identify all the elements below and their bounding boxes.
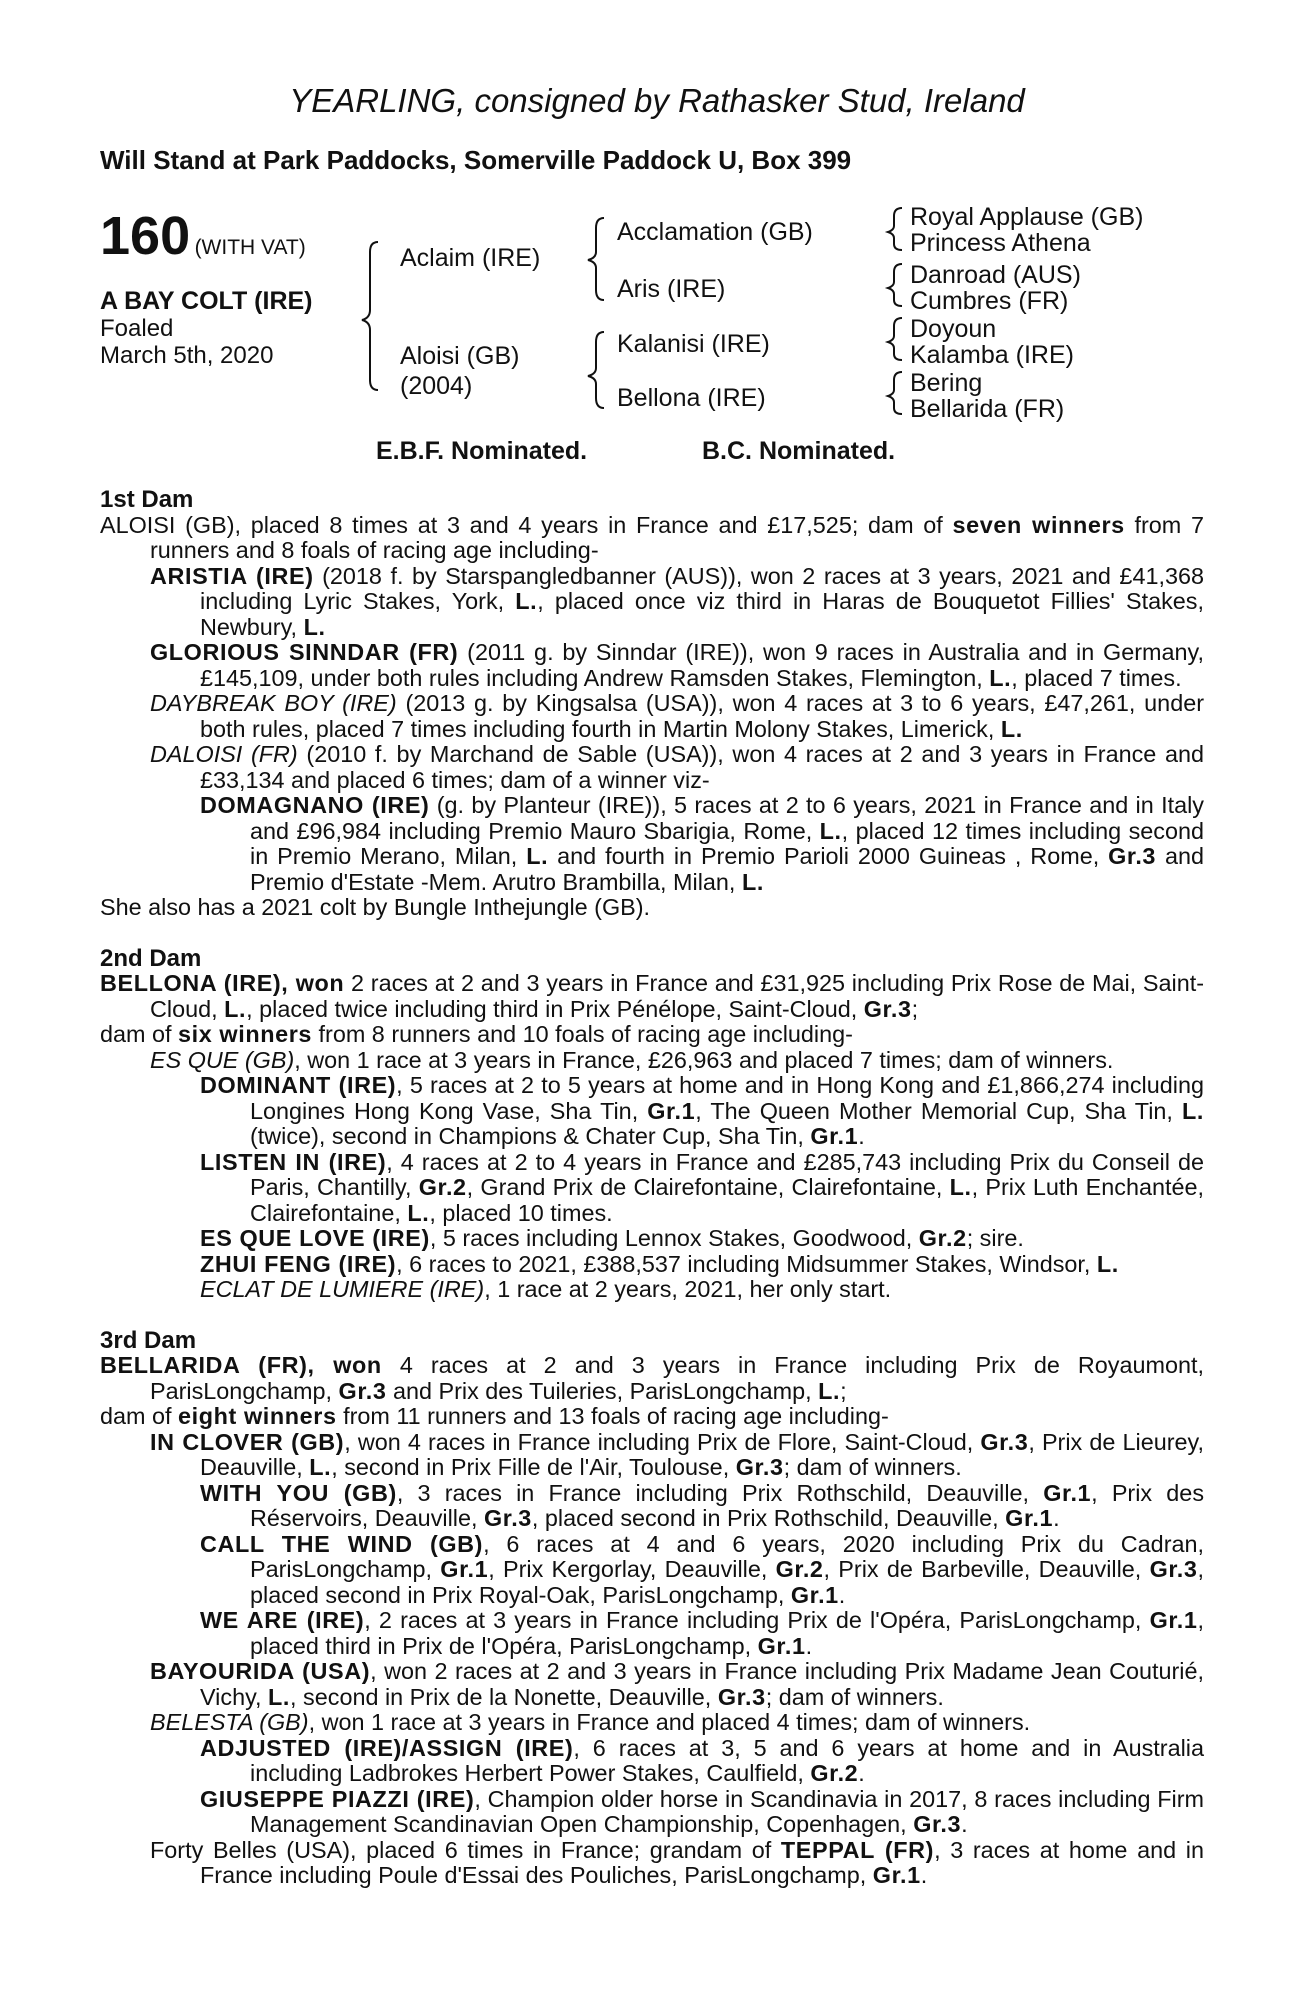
section-heading: 1st Dam bbox=[100, 486, 194, 513]
bold-text: L. bbox=[407, 1199, 430, 1226]
sire: Aclaim (IRE) bbox=[400, 244, 541, 272]
bold-text: L. bbox=[1000, 715, 1023, 742]
text: (2010 f. by Marchand de Sable (USA)), won 4 races at 2 and 3 years in France and £33,134 and placed 6 times; dam of a winner viz- bbox=[200, 741, 1204, 793]
text: , The Queen Mother Memorial Cup, Sha Tin, bbox=[695, 1097, 1182, 1124]
text: and Prix des Tuileries, ParisLongchamp, bbox=[386, 1377, 819, 1404]
bold-text: L. bbox=[303, 613, 326, 640]
record-entry bbox=[100, 1787, 1204, 1838]
text: from 8 runners and 10 foals of racing age including- bbox=[312, 1021, 853, 1047]
bold-text: TEPPAL (FR) bbox=[780, 1836, 935, 1863]
text: and Premio d'Estate -Mem. Arutro Brambilla, Milan, bbox=[250, 843, 1204, 895]
text: , Champion older horse in Scandinavia in 2017, 8 races including Firm Management Scandinavian Open Championship, Copenhagen, bbox=[250, 1785, 1204, 1837]
text: , placed 10 times. bbox=[429, 1199, 613, 1226]
record-entry bbox=[100, 1710, 1204, 1736]
text: . bbox=[858, 1123, 865, 1149]
text: ; dam of winners. bbox=[783, 1454, 962, 1480]
text: (2018 f. by Starspangledbanner (AUS)), won 2 races at 3 years, 2021 and £41,368 including Lyric Stakes, York, bbox=[200, 562, 1204, 614]
italic-text: DAYBREAK BOY (IRE) bbox=[150, 690, 397, 716]
text: , placed second in Prix Royal-Oak, ParisLongchamp, bbox=[250, 1556, 1204, 1608]
text: , placed once viz third in Haras de Bouquetot Fillies' Stakes, Newbury, bbox=[200, 588, 1204, 640]
bold-text: BAYOURIDA (USA) bbox=[150, 1658, 371, 1684]
ped-sdd: Cumbres (FR) bbox=[910, 287, 1069, 315]
bold-text: Gr.1 bbox=[647, 1097, 696, 1124]
bold-text: eight winners bbox=[178, 1403, 337, 1429]
bold-text: Gr.1 bbox=[440, 1556, 489, 1582]
record-entry bbox=[100, 793, 1204, 895]
text: , Grand Prix de Clairefontaine, Clairefontaine, bbox=[466, 1174, 950, 1200]
record-entry bbox=[100, 1608, 1204, 1659]
bold-text: Gr.1 bbox=[872, 1862, 921, 1888]
bracket-dam bbox=[588, 332, 604, 408]
bold-text: L. bbox=[819, 817, 842, 844]
record-entry bbox=[100, 742, 1204, 793]
record-entry bbox=[100, 1404, 1204, 1430]
text: , placed 7 times. bbox=[1011, 664, 1182, 691]
text: , second in Prix de la Nonette, Deauville, bbox=[290, 1683, 718, 1710]
section-gap bbox=[100, 921, 1204, 946]
text: , 3 races at home and in France including Poule d'Essai des Pouliches, ParisLongchamp, bbox=[200, 1836, 1204, 1888]
text: , 4 races at 2 to 4 years in France and £285,743 including Prix du Conseil de Paris, Chantilly, bbox=[250, 1148, 1204, 1200]
record-entry bbox=[100, 1736, 1204, 1787]
dam-sire: Kalanisi (IRE) bbox=[617, 330, 770, 358]
bold-text: Gr.3 bbox=[717, 1683, 766, 1710]
text: , Prix des Réservoirs, Deauville, bbox=[250, 1479, 1205, 1531]
text: dam of bbox=[100, 1021, 179, 1047]
foaled-label: Foaled bbox=[100, 315, 174, 342]
bold-text: Gr.3 bbox=[1149, 1556, 1198, 1582]
text: , Prix Kergorlay, Deauville, bbox=[488, 1556, 776, 1582]
dam-year: (2004) bbox=[400, 372, 473, 400]
text: , won 1 race at 3 years in France and placed 4 times; dam of winners. bbox=[308, 1709, 1031, 1735]
bracket-gen1 bbox=[362, 242, 378, 390]
bold-text: Gr.3 bbox=[735, 1454, 784, 1480]
italic-text: DALOISI (FR) bbox=[150, 741, 298, 767]
text: . bbox=[961, 1811, 968, 1837]
bold-text: Gr.3 bbox=[863, 995, 912, 1022]
bracket-dd bbox=[888, 372, 902, 414]
record-entry bbox=[100, 1073, 1204, 1150]
bold-text: six winners bbox=[178, 1021, 313, 1047]
bold-text: Gr.2 bbox=[775, 1556, 824, 1582]
bold-text: WITH YOU (GB) bbox=[200, 1479, 397, 1506]
text: ; bbox=[840, 1377, 847, 1404]
record-entry bbox=[100, 1048, 1204, 1074]
ped-sss: Royal Applause (GB) bbox=[910, 203, 1144, 231]
bold-text: ADJUSTED (IRE)/ASSIGN (IRE) bbox=[200, 1734, 574, 1761]
bold-text: Gr.2 bbox=[418, 1174, 467, 1200]
bold-text: GLORIOUS SINNDAR (FR) bbox=[150, 639, 459, 665]
text: , 3 races in France including Prix Rothschild, Deauville, bbox=[396, 1479, 1044, 1506]
bracket-ds bbox=[888, 318, 902, 360]
text: , Prix de Barbeville, Deauville, bbox=[823, 1556, 1150, 1582]
text: and fourth in Premio Parioli 2000 Guineas , Rome, bbox=[548, 843, 1109, 869]
text: (twice), second in Champions & Chater Cup, Sha Tin, bbox=[250, 1123, 811, 1149]
bold-text: Gr.3 bbox=[338, 1377, 387, 1404]
bold-text: Gr.1 bbox=[1043, 1479, 1092, 1506]
bold-text: Gr.1 bbox=[1005, 1505, 1054, 1531]
bold-text: L. bbox=[818, 1377, 841, 1404]
text: from 7 runners and 8 foals of racing age including- bbox=[150, 511, 1205, 563]
bold-text: DOMINANT (IRE) bbox=[200, 1072, 397, 1098]
text: , second in Prix Fille de l'Air, Toulouse, bbox=[331, 1454, 736, 1480]
record-entry bbox=[100, 1659, 1204, 1710]
bold-text: Gr.3 bbox=[1108, 843, 1157, 869]
bold-text: L. bbox=[1182, 1097, 1204, 1124]
bold-text: Gr.1 bbox=[1149, 1607, 1198, 1633]
text: . bbox=[805, 1632, 813, 1659]
text: dam of bbox=[100, 1403, 179, 1429]
text: (2013 g. by Kingsalsa (USA)), won 4 races at 3 to 6 years, £47,261, under both rules, placed 7 times including fourth in Martin Molony Stakes, Limerick, bbox=[200, 690, 1204, 742]
text: , 6 races at 3, 5 and 6 years at home and in Australia including Ladbrokes Herbert Power Stakes, Caulfield, bbox=[250, 1734, 1204, 1786]
text: . bbox=[858, 1760, 865, 1786]
record-entry bbox=[100, 1226, 1204, 1252]
dam-name: Aloisi (GB) bbox=[400, 342, 520, 370]
record-entry bbox=[100, 640, 1204, 691]
text: , 1 race at 2 years, 2021, her only start. bbox=[484, 1276, 892, 1302]
vat-note: (WITH VAT) bbox=[194, 236, 306, 259]
record-entry bbox=[100, 1150, 1204, 1227]
record-entry bbox=[100, 1430, 1204, 1481]
bold-text: WE ARE (IRE) bbox=[200, 1607, 365, 1633]
text: , 2 races at 3 years in France including Prix de l'Opéra, ParisLongchamp, bbox=[364, 1607, 1150, 1633]
text: ; bbox=[911, 995, 919, 1022]
bold-text: L. bbox=[526, 843, 549, 869]
text: Forty Belles (USA), placed 6 times in France; grandam of bbox=[150, 1836, 781, 1863]
text: . bbox=[920, 1862, 928, 1888]
bold-text: GIUSEPPE PIAZZI (IRE) bbox=[200, 1785, 475, 1812]
bold-text: L. bbox=[989, 664, 1012, 691]
bold-text: seven winners bbox=[952, 511, 1125, 538]
italic-text: BELESTA (GB) bbox=[150, 1709, 309, 1735]
ped-sds: Danroad (AUS) bbox=[910, 261, 1081, 289]
bold-text: L. bbox=[515, 588, 538, 614]
ebf-nominated: E.B.F. Nominated. bbox=[376, 437, 588, 465]
dam-dam: Bellona (IRE) bbox=[617, 384, 766, 412]
text: , placed 12 times including second in Premio Merano, Milan, bbox=[250, 817, 1205, 869]
text: (g. by Planteur (IRE)), 5 races at 2 to 6 years, 2021 in France and in Italy and £96,984 including Premio Mauro Sbarigia, Rome, bbox=[250, 792, 1204, 844]
bold-text: Gr.3 bbox=[484, 1505, 532, 1531]
bold-text: ARISTIA (IRE) bbox=[150, 562, 314, 589]
record-entry bbox=[100, 1481, 1204, 1532]
text: , won 2 races at 2 and 3 years in France including Prix Madame Jean Couturié, Vichy, bbox=[200, 1658, 1204, 1710]
text: She also has a 2021 colt by Bungle Inthejungle (GB). bbox=[100, 894, 651, 920]
record-entry bbox=[100, 691, 1204, 742]
ped-ddd: Bellarida (FR) bbox=[910, 395, 1065, 423]
record-entry bbox=[100, 895, 1204, 921]
record-entry bbox=[100, 564, 1204, 641]
bold-text: ES QUE LOVE (IRE) bbox=[200, 1225, 430, 1251]
bold-text: BELLONA (IRE), won bbox=[100, 970, 345, 996]
bold-text: L. bbox=[1096, 1250, 1119, 1277]
text: , placed second in Prix Rothschild, Deauville, bbox=[531, 1505, 1006, 1531]
text: ; sire. bbox=[966, 1225, 1024, 1251]
section-gap bbox=[100, 1303, 1204, 1328]
text: ALOISI (GB), placed 8 times at 3 and 4 years in France and £17,525; dam of bbox=[100, 511, 953, 538]
bold-text: LISTEN IN (IRE) bbox=[200, 1148, 387, 1175]
foaled-date: March 5th, 2020 bbox=[100, 342, 274, 369]
bold-text: DOMAGNANO (IRE) bbox=[200, 792, 430, 818]
text: , 5 races at 2 to 5 years at home and in Hong Kong and £1,866,274 including Longines Hong Kong Vase, Sha Tin, bbox=[250, 1072, 1204, 1124]
italic-text: ECLAT DE LUMIERE (IRE) bbox=[200, 1276, 485, 1302]
record-entry bbox=[100, 1252, 1204, 1278]
bracket-sd bbox=[888, 264, 902, 306]
text: . bbox=[838, 1581, 846, 1608]
ped-dss: Doyoun bbox=[910, 315, 997, 343]
record-entry bbox=[100, 513, 1204, 564]
bold-text: L. bbox=[949, 1174, 972, 1200]
bracket-sire bbox=[588, 218, 604, 300]
ped-ssd: Princess Athena bbox=[910, 229, 1091, 257]
bold-text: Gr.3 bbox=[913, 1811, 962, 1837]
text: , 5 races including Lennox Stakes, Goodwood, bbox=[429, 1225, 919, 1251]
lot-number: 160 bbox=[100, 206, 191, 266]
bold-text: L. bbox=[741, 868, 764, 895]
record-entry bbox=[100, 1353, 1204, 1404]
bold-text: BELLARIDA (FR), won bbox=[100, 1352, 382, 1378]
text: , placed twice including third in Prix Pénélope, Saint-Cloud, bbox=[246, 995, 864, 1022]
ped-dsd: Kalamba (IRE) bbox=[910, 341, 1074, 369]
text: ; dam of winners. bbox=[765, 1683, 944, 1710]
record-entry bbox=[100, 1532, 1204, 1609]
horse-title: A BAY COLT (IRE) bbox=[100, 287, 313, 315]
produce-record bbox=[100, 487, 1204, 1889]
bold-text: ZHUI FENG (IRE) bbox=[200, 1250, 397, 1277]
bold-text: Gr.1 bbox=[790, 1581, 839, 1608]
bold-text: IN CLOVER (GB) bbox=[150, 1428, 345, 1455]
bracket-ss bbox=[888, 208, 902, 250]
text: 2 races at 2 and 3 years in France and £31,925 including Prix Rose de Mai, Saint-Cloud, bbox=[150, 970, 1204, 1022]
bold-text: Gr.1 bbox=[810, 1123, 859, 1149]
record-entry bbox=[100, 1838, 1204, 1889]
record-entry bbox=[100, 1277, 1204, 1303]
text: from 11 runners and 13 foals of racing age including- bbox=[336, 1403, 889, 1429]
text: , Prix Luth Enchantée, Clairefontaine, bbox=[250, 1174, 1204, 1226]
consignor-subtitle: YEARLING, consigned by Rathasker Stud, Ireland bbox=[289, 82, 1025, 119]
text: , 6 races to 2021, £388,537 including Midsummer Stakes, Windsor, bbox=[396, 1250, 1097, 1277]
bold-text: Gr.2 bbox=[918, 1225, 967, 1251]
record-entry bbox=[100, 971, 1204, 1022]
italic-text: ES QUE (GB) bbox=[150, 1046, 295, 1073]
section-heading: 3rd Dam bbox=[100, 1326, 197, 1354]
text: , won 1 race at 3 years in France, £26,963 and placed 7 times; dam of winners. bbox=[294, 1046, 1114, 1073]
bc-nominated: B.C. Nominated. bbox=[702, 437, 896, 465]
sire-dam: Aris (IRE) bbox=[617, 275, 726, 303]
bold-text: L. bbox=[268, 1683, 291, 1710]
record-entry bbox=[100, 1022, 1204, 1048]
bold-text: Gr.2 bbox=[810, 1760, 859, 1786]
stand-location: Will Stand at Park Paddocks, Somerville Paddock U, Box 399 bbox=[100, 145, 852, 175]
text: , placed third in Prix de l'Opéra, ParisLongchamp, bbox=[250, 1607, 1204, 1659]
bold-text: Gr.1 bbox=[757, 1632, 806, 1659]
bold-text: L. bbox=[309, 1454, 332, 1480]
text: , Prix de Lieurey, Deauville, bbox=[200, 1428, 1204, 1480]
sire-sire: Acclamation (GB) bbox=[617, 218, 813, 246]
text: , won 4 races in France including Prix de Flore, Saint-Cloud, bbox=[344, 1428, 981, 1455]
ped-dds: Bering bbox=[910, 369, 983, 397]
text: . bbox=[1053, 1505, 1060, 1531]
section-heading: 2nd Dam bbox=[100, 944, 202, 972]
bold-text: Gr.3 bbox=[980, 1428, 1029, 1455]
bold-text: CALL THE WIND (GB) bbox=[200, 1530, 484, 1557]
text: (2011 g. by Sinndar (IRE)), won 9 races in Australia and in Germany, £145,109, under both rules including Andrew Ramsden Stakes, Flemington, bbox=[200, 639, 1205, 691]
text: , 6 races at 4 and 6 years, 2020 including Prix du Cadran, ParisLongchamp, bbox=[250, 1530, 1204, 1582]
bold-text: L. bbox=[224, 995, 247, 1022]
text: 4 races at 2 and 3 years in France including Prix de Royaumont, ParisLongchamp, bbox=[150, 1352, 1204, 1404]
